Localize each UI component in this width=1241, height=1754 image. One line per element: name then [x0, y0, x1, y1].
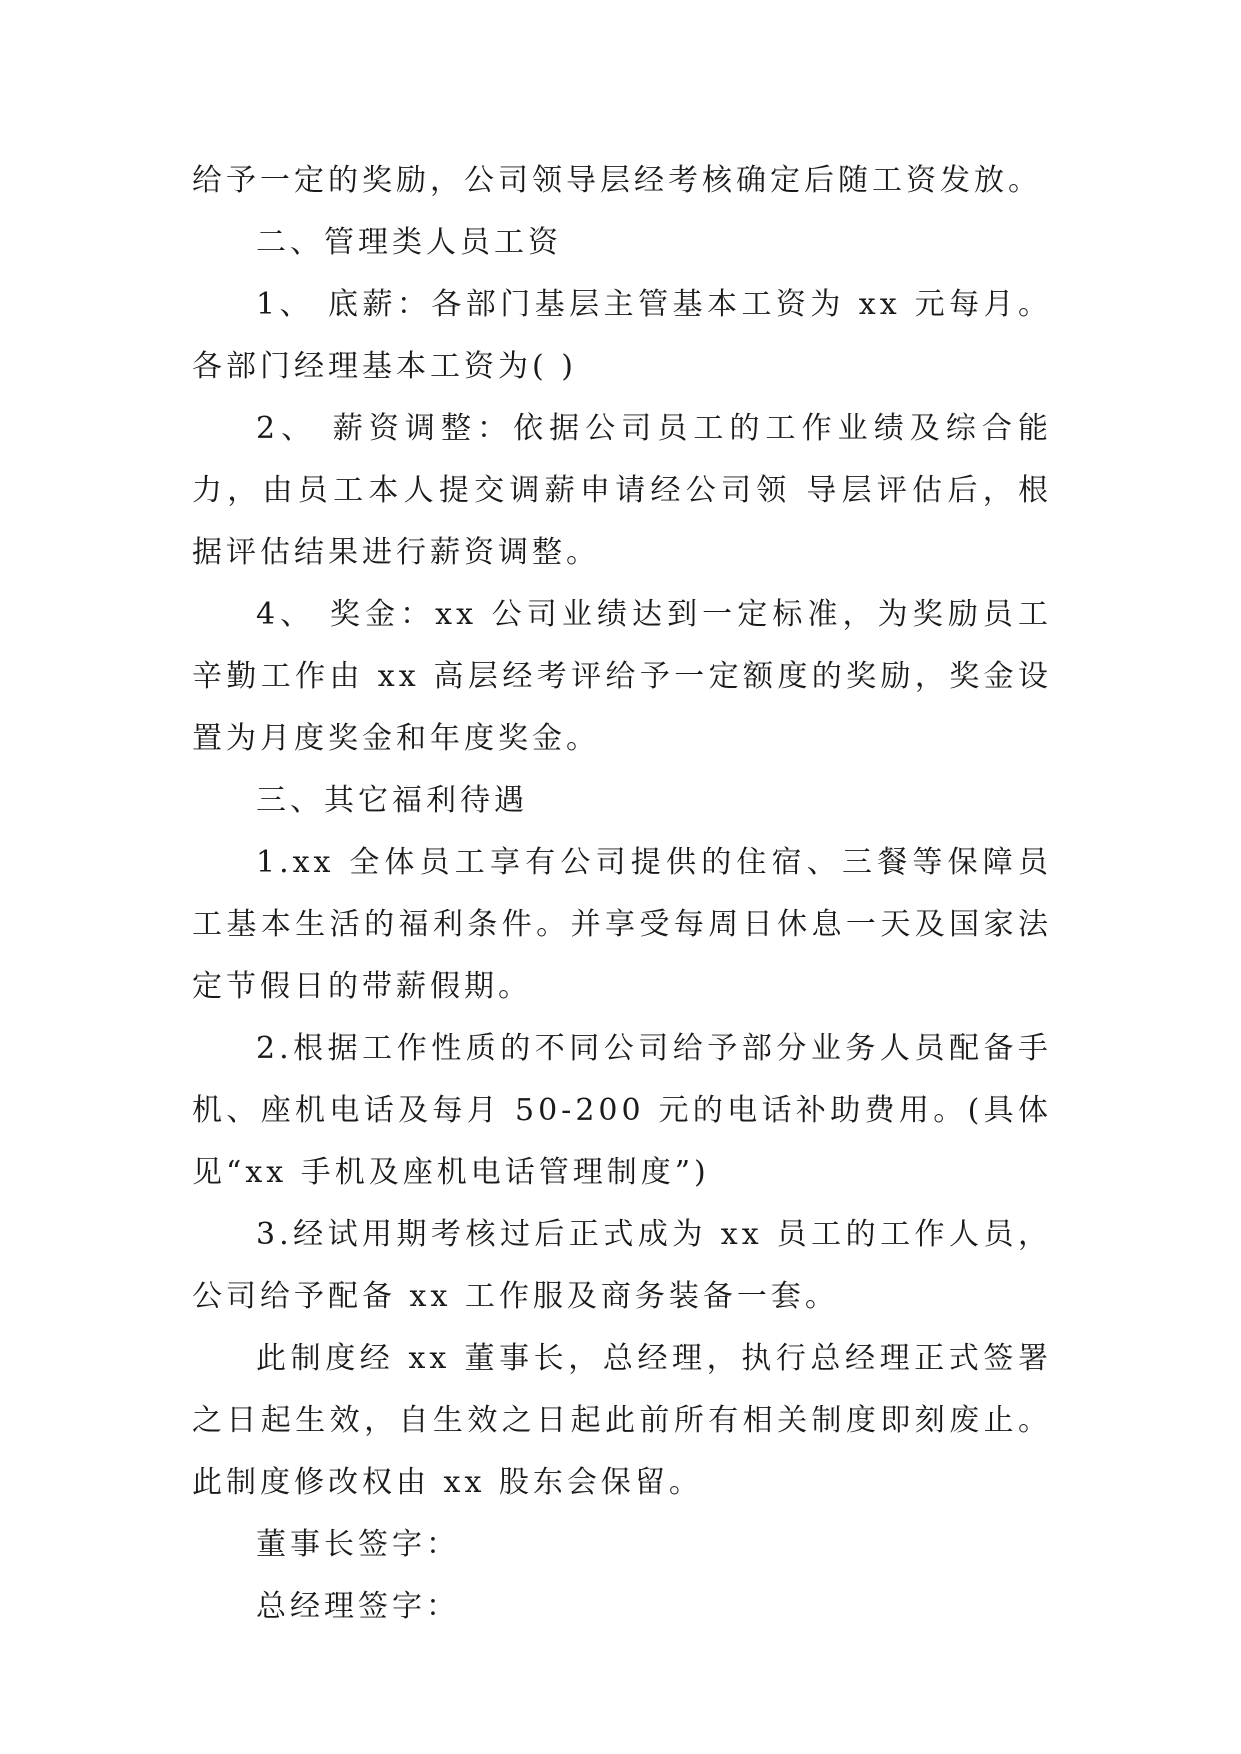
- section-heading-management-salary: 二、管理类人员工资: [256, 225, 562, 260]
- paragraph-bonus: 4、 奖金：xx 公司业绩达到一定标准，为奖励员工辛勤工作由 xx 高层经考评给予一定额度的奖励，奖金设置为月度奖金和年度奖金。: [192, 597, 1052, 756]
- paragraph-benefit-3: 3.经试用期考核过后正式成为 xx 员工的工作人员，公司给予配备 xx 工作服及商务装备一套。: [192, 1217, 1052, 1314]
- paragraph-benefit-1: 1.xx 全体员工享有公司提供的住宿、三餐等保障员工基本生活的福利条件。并享受每周日休息一天及国家法定节假日的带薪假期。: [192, 845, 1052, 1004]
- paragraph-salary-adjustment: 2、 薪资调整：依据公司员工的工作业绩及综合能力，由员工本人提交调薪申请经公司领 导层评估后，根据评估结果进行薪资调整。: [192, 411, 1052, 570]
- document-body: [192, 150, 1052, 1638]
- signature-chairman: 董事长签字：: [256, 1527, 460, 1562]
- paragraph-effective-clause: 此制度经 xx 董事长，总经理，执行总经理正式签署之日起生效，自生效之日起此前所有相关制度即刻废止。此制度修改权由 xx 股东会保留。: [192, 1341, 1052, 1500]
- section-heading-other-benefits: 三、其它福利待遇: [256, 783, 528, 818]
- paragraph-benefit-2: 2.根据工作性质的不同公司给予部分业务人员配备手机、座机电话及每月 50-200 元的电话补助费用。(具体见“xx 手机及座机电话管理制度”): [192, 1031, 1052, 1190]
- paragraph-base-salary: 1、 底薪：各部门基层主管基本工资为 xx 元每月。各部门经理基本工资为( ): [192, 287, 1052, 384]
- paragraph-continuation: 给予一定的奖励，公司领导层经考核确定后随工资发放。: [192, 163, 1042, 198]
- signature-general-manager: 总经理签字：: [256, 1589, 460, 1624]
